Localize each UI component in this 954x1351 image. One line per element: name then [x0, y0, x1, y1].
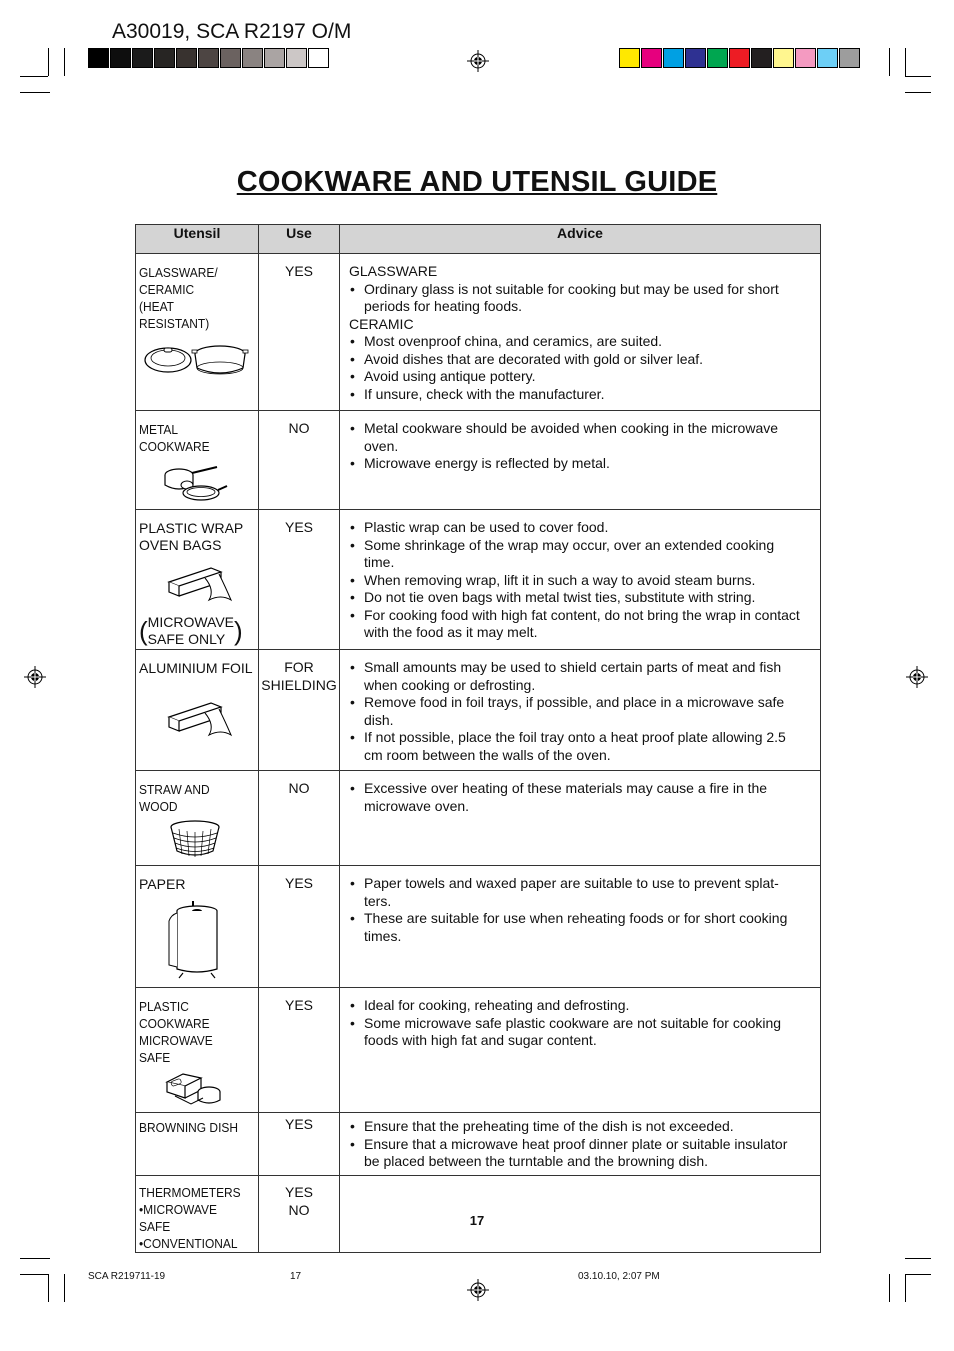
- color-swatch: [264, 48, 285, 68]
- utensil-name: BROWNING DISH: [139, 1120, 239, 1135]
- registration-mark-icon: [467, 1279, 489, 1301]
- table-row: [136, 988, 821, 1113]
- microwave-safe-note: ( MICROWAVE SAFE ONLY ): [139, 614, 243, 647]
- color-swatch: [88, 48, 109, 68]
- color-swatch: [242, 48, 263, 68]
- advice-bullet: • These are suitable for use when reheating foods or for short cooking times.: [349, 910, 802, 945]
- use-value: NO: [259, 771, 340, 866]
- advice-bullet: • Small amounts may be used to shield certain parts of meat and fish when cooking or defrosting.: [349, 659, 802, 694]
- process-color-bar: [619, 48, 861, 70]
- advice-bullet: • Some shrinkage of the wrap may occur, over an extended cooking time.: [349, 537, 802, 572]
- color-swatch: [619, 48, 640, 68]
- color-swatch: [773, 48, 794, 68]
- advice-bullet: • Microwave energy is reflected by metal.: [349, 455, 802, 473]
- color-swatch: [685, 48, 706, 68]
- utensil-name: PLASTIC WRAP OVEN BAGS: [139, 520, 244, 553]
- advice-bullet: • If unsure, check with the manufacturer.: [349, 386, 802, 404]
- utensil-name: METAL COOKWARE: [139, 422, 210, 454]
- color-swatch: [176, 48, 197, 68]
- advice-heading-glassware: GLASSWARE: [349, 263, 438, 279]
- advice-bullet: • Excessive over heating of these materials may cause a fire in the microwave oven.: [349, 780, 802, 815]
- header-utensil: Utensil: [136, 225, 259, 254]
- advice-bullet: • Ensure that a microwave heat proof dinner plate or suitable insulator be placed between the turntable and the browning dish.: [349, 1136, 802, 1171]
- table-row: [136, 866, 821, 988]
- color-swatch: [729, 48, 750, 68]
- utensil-guide-table: [135, 224, 821, 1253]
- color-swatch: [308, 48, 329, 68]
- advice-bullet: • Ideal for cooking, reheating and defrosting.: [349, 997, 802, 1015]
- header-advice: Advice: [340, 225, 821, 254]
- registration-mark-icon: [24, 666, 46, 688]
- color-swatch: [198, 48, 219, 68]
- use-value: FOR SHIELDING: [261, 659, 337, 693]
- color-swatch: [839, 48, 860, 68]
- utensil-name: STRAW AND WOOD: [139, 782, 210, 814]
- color-swatch: [286, 48, 307, 68]
- grayscale-color-bar: [88, 48, 330, 70]
- footer-timestamp: 03.10.10, 2:07 PM: [578, 1271, 660, 1282]
- color-swatch: [795, 48, 816, 68]
- table-row: [136, 254, 821, 411]
- glass-dish-icon: [142, 338, 255, 386]
- registration-mark-icon: [906, 666, 928, 688]
- advice-bullet: • When removing wrap, lift it in such a way to avoid steam burns.: [349, 572, 802, 590]
- table-row: [136, 411, 821, 510]
- basket-icon: [169, 817, 255, 865]
- table-row: [136, 510, 821, 650]
- table-header-row: [136, 225, 821, 254]
- advice-bullet: • Ordinary glass is not suitable for cooking but may be used for short periods for heating foods.: [349, 281, 802, 316]
- footer-page: 17: [290, 1271, 302, 1282]
- utensil-name: PLASTIC COOKWARE MICROWAVE SAFE: [139, 999, 213, 1065]
- advice-bullet: • Some microwave safe plastic cookware are not suitable for cooking foods with high fat and sugar content.: [349, 1015, 802, 1050]
- advice-bullet: • Remove food in foil trays, if possible, and place in a microwave safe dish.: [349, 694, 802, 729]
- page-title: COOKWARE AND UTENSIL GUIDE: [236, 166, 718, 198]
- use-value: YES: [259, 1113, 340, 1176]
- color-swatch: [110, 48, 131, 68]
- advice-bullet: • Avoid using antique pottery.: [349, 368, 802, 386]
- header-use: Use: [259, 225, 340, 254]
- utensil-name: GLASSWARE/ CERAMIC (HEAT RESISTANT): [139, 265, 218, 331]
- color-swatch: [132, 48, 153, 68]
- advice-bullet: • Plastic wrap can be used to cover food.: [349, 519, 802, 537]
- advice-bullet: • Do not tie oven bags with metal twist ties, substitute with string.: [349, 589, 802, 607]
- use-value: YES: [259, 254, 340, 411]
- document-id: A30019, SCA R2197 O/M: [112, 20, 352, 43]
- advice-bullet: • Avoid dishes that are decorated with gold or silver leaf.: [349, 351, 802, 369]
- color-swatch: [707, 48, 728, 68]
- color-swatch: [663, 48, 684, 68]
- registration-mark-icon: [467, 50, 489, 72]
- advice-bullet: • For cooking food with high fat content, do not bring the wrap in contact with the food as it may melt.: [349, 607, 802, 642]
- plastic-containers-icon: [163, 1068, 255, 1112]
- utensil-name: ALUMINIUM FOIL: [139, 660, 253, 676]
- paper-towel-icon: [163, 899, 255, 983]
- table-row: [136, 771, 821, 866]
- color-swatch: [751, 48, 772, 68]
- use-value: YES: [259, 510, 340, 650]
- advice-heading-ceramic: CERAMIC: [349, 315, 414, 332]
- advice-bullet: • Ensure that the preheating time of the dish is not exceeded.: [349, 1118, 802, 1136]
- color-swatch: [154, 48, 175, 68]
- table-row: [136, 650, 821, 771]
- page-number: 17: [469, 1213, 485, 1228]
- footer-file-id: SCA R219711-19: [88, 1271, 166, 1282]
- metal-pans-icon: [159, 461, 255, 509]
- advice-bullet: • If not possible, place the foil tray onto a heat proof plate allowing 2.5 cm room between the walls of the oven.: [349, 729, 802, 764]
- wrap-roll-icon: [165, 560, 255, 608]
- color-swatch: [817, 48, 838, 68]
- advice-bullet: • Paper towels and waxed paper are suitable to use to prevent splat-ters.: [349, 875, 802, 910]
- foil-roll-icon: [165, 695, 255, 743]
- utensil-name: PAPER: [139, 876, 186, 892]
- color-swatch: [641, 48, 662, 68]
- utensil-name: THERMOMETERS •MICROWAVE SAFE •CONVENTIONAL: [139, 1185, 241, 1251]
- advice-bullet: • Metal cookware should be avoided when cooking in the microwave oven.: [349, 420, 802, 455]
- color-swatch: [220, 48, 241, 68]
- table-row: [136, 1113, 821, 1176]
- advice-bullet: • Most ovenproof china, and ceramics, are suited.: [349, 333, 802, 351]
- use-value: YES: [259, 866, 340, 988]
- use-value: NO: [259, 411, 340, 510]
- use-value: YES NO: [259, 1176, 340, 1253]
- use-value: YES: [259, 988, 340, 1113]
